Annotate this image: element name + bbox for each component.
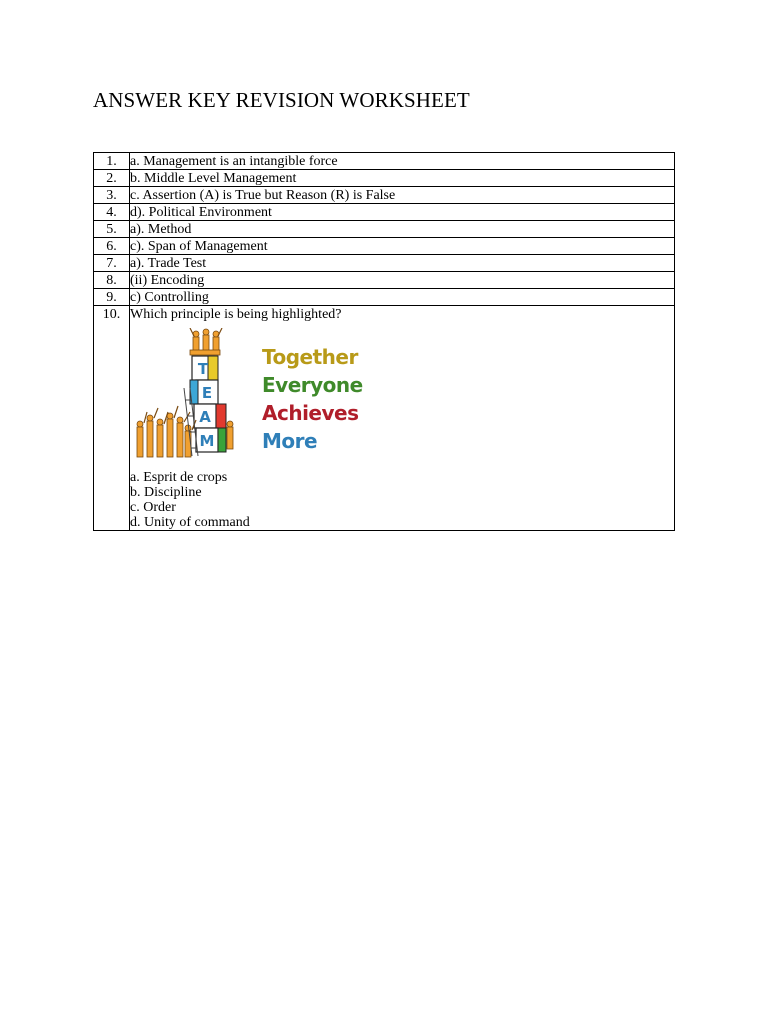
acronym-word-more: More [262,429,318,453]
row-answer: c) Controlling [130,289,675,306]
row-answer: a). Method [130,221,675,238]
row-answer: d). Political Environment [130,204,675,221]
page-title: ANSWER KEY REVISION WORKSHEET [93,88,470,112]
row-number: 10. [94,306,130,531]
option-d: d. Unity of command [130,515,250,530]
option-b: b. Discipline [130,485,202,500]
row-answer: c). Span of Management [130,238,675,255]
block-letter: E [201,384,213,402]
block-letter: T [197,360,209,378]
acronym-word-achieves: Achieves [262,401,359,425]
row-answer: c. Assertion (A) is True but Reason (R) is False [130,187,675,204]
row-number: 1. [94,153,130,170]
row-answer: a). Trade Test [130,255,675,272]
block-letter: A [199,408,211,426]
acronym-word-everyone: Everyone [262,373,363,397]
row-answer: (ii) Encoding [130,272,675,289]
table-row [94,255,675,272]
row-number: 2. [94,170,130,187]
table-row [94,153,675,170]
team-acronym-image [132,328,367,468]
acronym-word-together: Together [262,345,358,369]
option-a: a. Esprit de crops [130,470,228,485]
answer-rows [94,153,675,306]
option-c: c. Order [130,500,176,515]
answer-key-table [93,152,675,531]
table-row [94,221,675,238]
table-row [94,204,675,221]
row-number: 8. [94,272,130,289]
question-cell [130,306,675,531]
row-answer: a. Management is an intangible force [130,153,675,170]
row-number: 6. [94,238,130,255]
table-row-10 [94,306,675,531]
block-letter: M [199,432,215,450]
table-row [94,170,675,187]
table-row [94,187,675,204]
table-row [94,238,675,255]
row-number: 9. [94,289,130,306]
row-number: 3. [94,187,130,204]
table-row [94,272,675,289]
table-row [94,289,675,306]
row-number: 4. [94,204,130,221]
question-text: Which principle is being highlighted? [130,307,342,322]
row-number: 7. [94,255,130,272]
row-answer: b. Middle Level Management [130,170,675,187]
answer-options [130,470,674,530]
row-number: 5. [94,221,130,238]
